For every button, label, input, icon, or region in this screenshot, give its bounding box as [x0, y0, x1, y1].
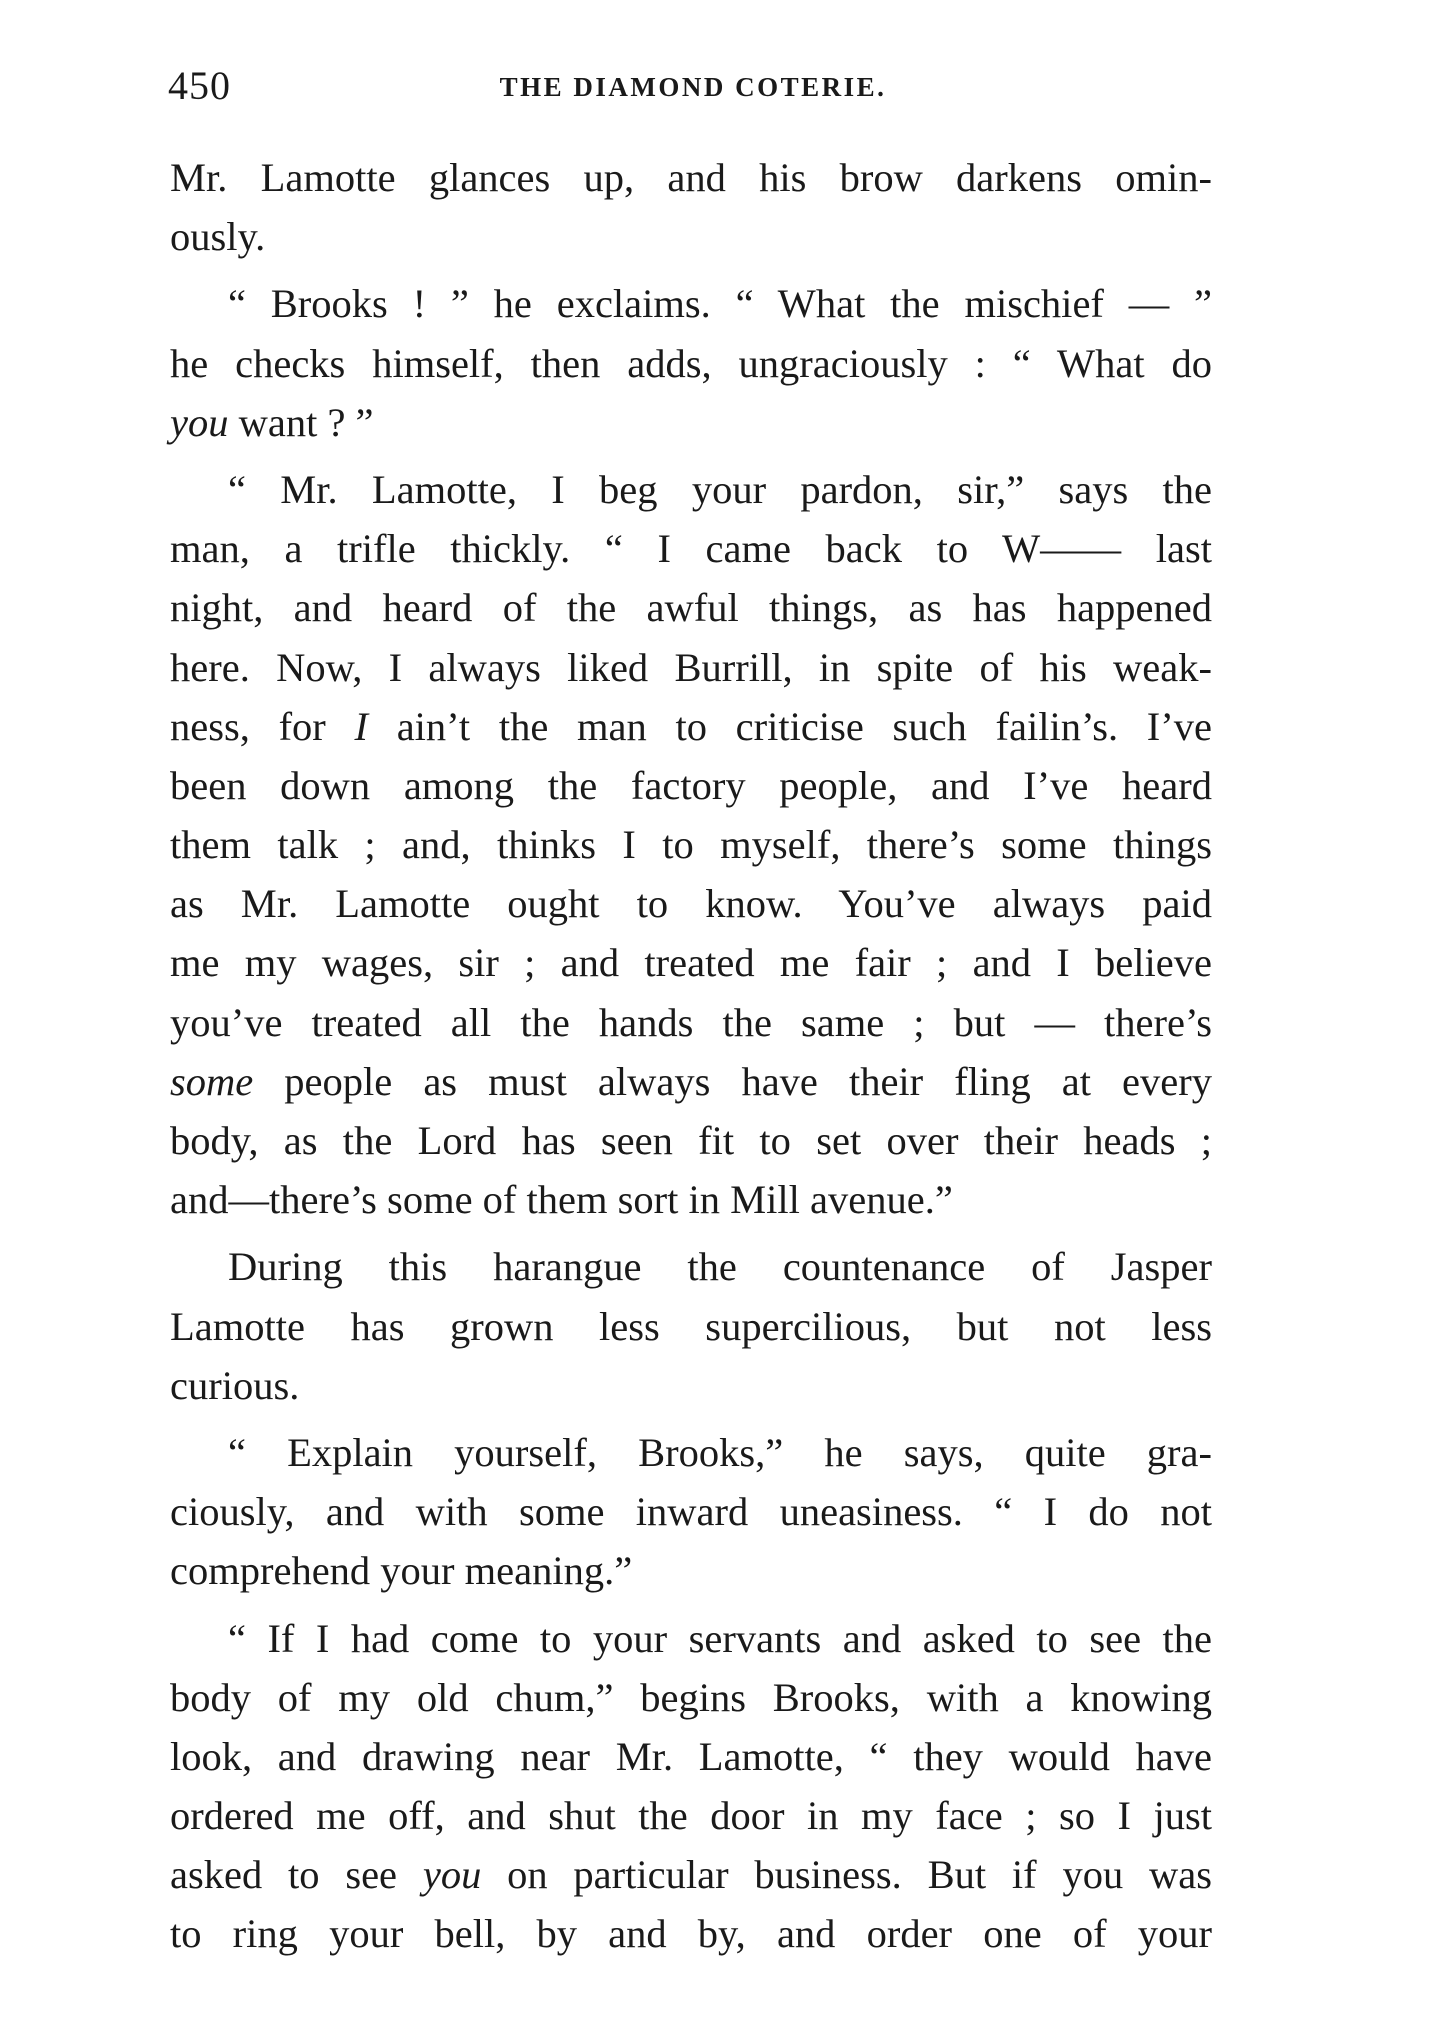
- text-line: here. Now, I always liked Burrill, in spite of his weak-: [170, 644, 1212, 690]
- paragraph: [170, 274, 1212, 452]
- text-line: body of my old chum,” begins Brooks, with a knowing: [170, 1674, 1212, 1720]
- italic-word: some: [170, 1058, 254, 1104]
- text-line: “ Explain yourself, Brooks,” he says, quite gra-: [228, 1429, 1212, 1475]
- text-line: asked to see you on particular business. But if you was: [170, 1852, 1212, 1898]
- text-line: ciously, and with some inward uneasiness. “ I do not: [170, 1489, 1212, 1535]
- italic-word: you: [422, 1852, 482, 1898]
- text-line: ordered me off, and shut the door in my face ; so I just: [170, 1793, 1212, 1839]
- text-line: as Mr. Lamotte ought to know. You’ve always paid: [170, 881, 1212, 927]
- text-line: Mr. Lamotte glances up, and his brow darkens omin-: [170, 155, 1212, 200]
- italic-word: you: [170, 399, 229, 445]
- text-line: you want ? ”: [170, 399, 374, 445]
- page-header: [168, 62, 1218, 122]
- text-line: you’ve treated all the hands the same ; but — there’s: [170, 999, 1212, 1045]
- running-title: THE DIAMOND COTERIE.: [499, 72, 887, 102]
- text-line: me my wages, sir ; and treated me fair ; and I believe: [170, 940, 1212, 986]
- text-line: some people as must always have their fling at every: [170, 1058, 1212, 1104]
- text-line: comprehend your meaning.”: [170, 1548, 633, 1594]
- paragraph: [170, 460, 1212, 1229]
- paragraph: [170, 1237, 1212, 1415]
- text-line: night, and heard of the awful things, as has happened: [170, 585, 1212, 631]
- text-line: body, as the Lord has seen fit to set over their heads ;: [170, 1118, 1212, 1163]
- paragraph: [170, 1609, 1212, 1964]
- text-line: ness, for I ain’t the man to criticise such failin’s. I’ve: [170, 703, 1212, 749]
- text-line: “ If I had come to your servants and asked to see the: [228, 1615, 1212, 1661]
- text-line: look, and drawing near Mr. Lamotte, “ they would have: [170, 1733, 1212, 1779]
- text-line: “ Mr. Lamotte, I beg your pardon, sir,” says the: [228, 466, 1212, 512]
- text-line: them talk ; and, thinks I to myself, there’s some things: [170, 822, 1212, 868]
- body-text: [170, 148, 1212, 1964]
- text-line: to ring your bell, by and by, and order one of your: [170, 1911, 1212, 1957]
- paragraph: [170, 1423, 1212, 1601]
- paragraph: [170, 148, 1212, 266]
- italic-word: I: [354, 703, 368, 749]
- text-line: he checks himself, then adds, ungraciously : “ What do: [170, 340, 1212, 386]
- text-line: curious.: [170, 1362, 300, 1408]
- text-line: ously.: [170, 214, 266, 260]
- text-line: During this harangue the countenance of Jasper: [228, 1244, 1212, 1290]
- text-line: “ Brooks ! ” he exclaims. “ What the mischief — ”: [228, 281, 1212, 327]
- text-line: Lamotte has grown less supercilious, but not less: [170, 1303, 1212, 1349]
- text-line: and—there’s some of them sort in Mill avenue.”: [170, 1177, 953, 1223]
- text-line: man, a trifle thickly. “ I came back to W—— last: [170, 526, 1212, 572]
- text-line: been down among the factory people, and I’ve heard: [170, 762, 1212, 808]
- page-number: 450: [168, 63, 231, 108]
